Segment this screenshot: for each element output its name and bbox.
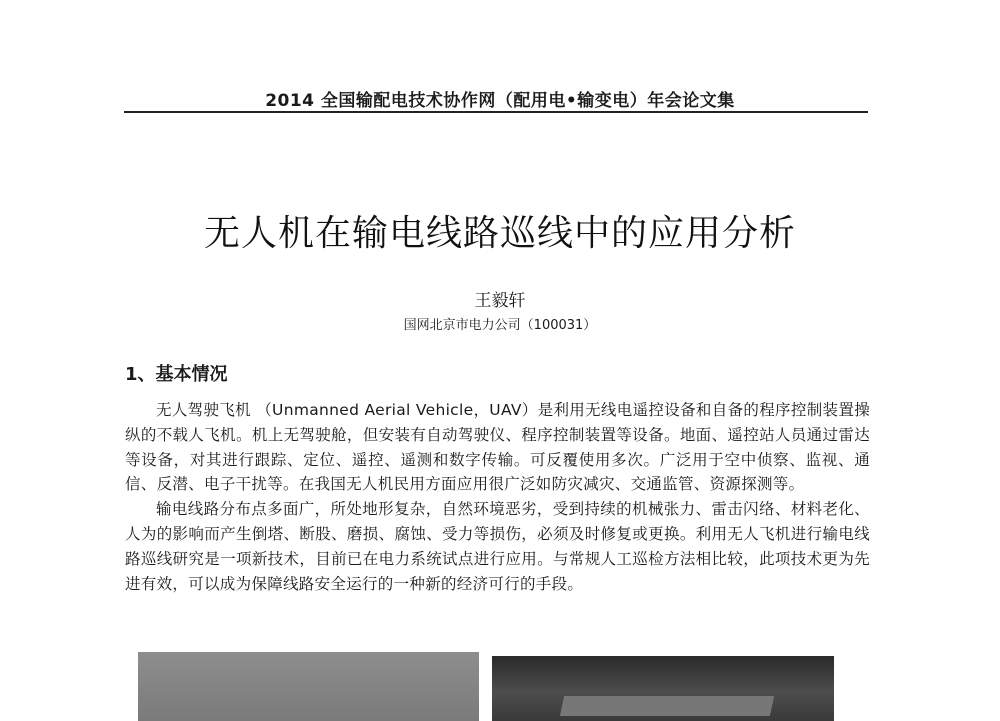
paragraph: 无人驾驶飞机 （Unmanned Aerial Vehicle，UAV）是利用无线电遥控设备和自备的程序控制装置操纵的不载人飞机。机上无驾驶舱，但安装有自动驾驶仪、程序控制装置等设备。地面、遥控站人员通过雷达等设备，对其进行跟踪、定位、遥控、遥测和数字传输。可反覆使用多次。广泛用于空中侦察、监视、通信、反潜、电子干扰等。在我国无人机民用方面应用很广泛如防灾减灾、交通监管、资源探测等。: [125, 401, 870, 494]
figure-photo-left: [138, 652, 479, 721]
author-name: 王毅轩: [474, 291, 526, 311]
section-heading: 1、基本情况: [125, 364, 228, 385]
header-rule: [124, 111, 868, 113]
author-affiliation: 国网北京市电力公司（100031）: [403, 318, 597, 333]
paper-title: 无人机在输电线路巡线中的应用分析: [203, 213, 796, 254]
paragraph: 输电线路分布点多面广，所处地形复杂，自然环境恶劣，受到持续的机械张力、雷击闪络、材料老化、人为的影响而产生倒塔、断股、磨损、腐蚀、受力等损伤，必须及时修复或更换。利用无人飞机进行输电线路巡线研究是一项新技术，目前已在电力系统试点进行应用。与常规人工巡检方法相比较，此项技术更为先进有效，可以成为保障线路安全运行的一种新的经济可行的手段。: [125, 500, 870, 593]
section-body: [125, 398, 870, 596]
figure-photo-right: [492, 656, 834, 721]
photo-detail: [560, 696, 774, 716]
running-header: 2014 全国输配电技术协作网（配用电•输变电）年会论文集: [265, 91, 735, 111]
